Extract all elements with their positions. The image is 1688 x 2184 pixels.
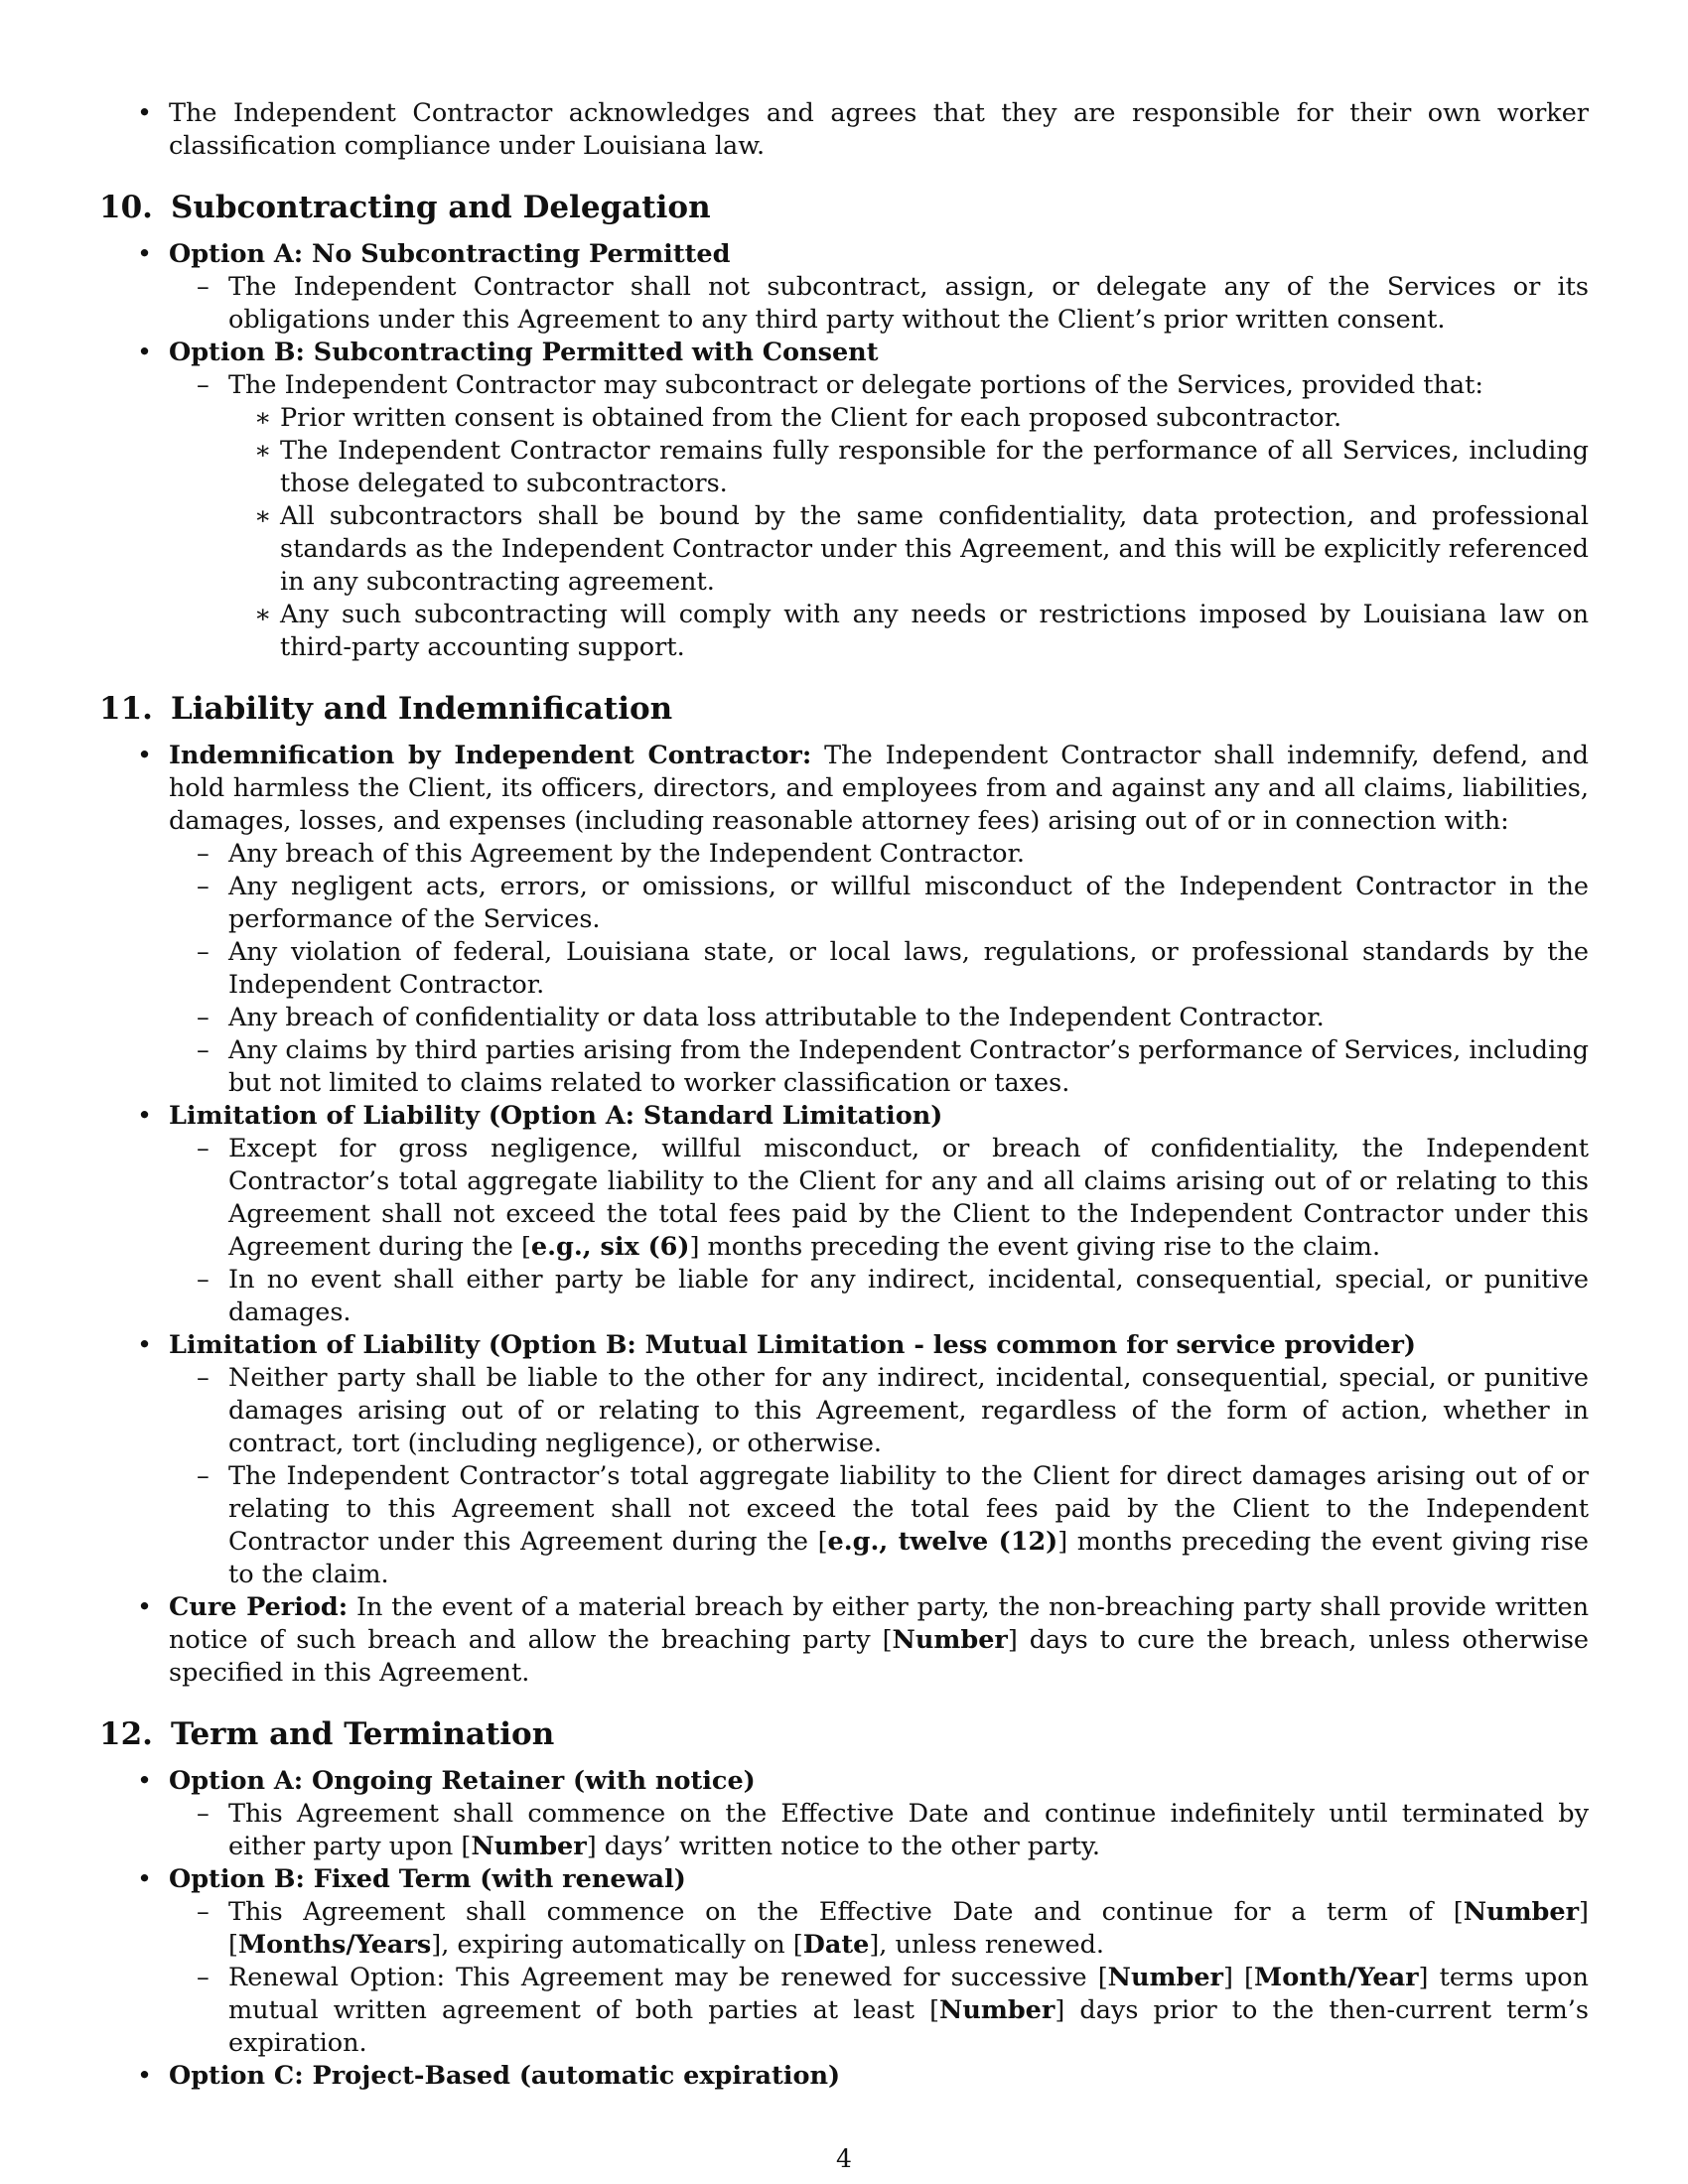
- list-item-text: Any breach of confidentiality or data loss attributable to the Independent Contractor.: [228, 1003, 1325, 1032]
- bullet-icon: •: [137, 2061, 153, 2091]
- item-label: Cure Period:: [169, 1592, 349, 1622]
- list-item-text: The Independent Contractor shall indemnify, defend, and hold harmless the Client, its officers, directors, and employees from and against any and all claims, liabilities, damages, losses, and expenses (including reasonable attorney fees) arising out of or in connection with:: [169, 741, 1589, 836]
- list-item-text: The Independent Contractor acknowledges and agrees that they are responsible for their own worker classification compliance under Louisiana law.: [169, 98, 1589, 161]
- list-item: [99, 1798, 1589, 1863]
- item-label: Limitation of Liability (Option A: Standard Limitation): [169, 1101, 943, 1131]
- bullet-icon: •: [137, 1101, 153, 1131]
- bullet-icon: •: [137, 338, 153, 367]
- list-item-text: The Independent Contractor may subcontract or delegate portions of the Services, provided that:: [228, 370, 1483, 400]
- section-number: 12.: [99, 1716, 153, 1752]
- list-item-text: The Independent Contractor remains fully responsible for the performance of all Services, including those delegated to subcontractors.: [280, 436, 1589, 498]
- list-item: [99, 238, 1589, 271]
- list-item-text: Prior written consent is obtained from the Client for each proposed subcontractor.: [280, 403, 1342, 433]
- list-item: [99, 1100, 1589, 1133]
- dash-icon: –: [197, 272, 210, 302]
- list-item: [99, 1962, 1589, 2060]
- list-item: [99, 1863, 1589, 1896]
- list-item: [99, 740, 1589, 838]
- list-item: [99, 1460, 1589, 1591]
- list-item: [99, 1329, 1589, 1362]
- option-label: Option B: Fixed Term (with renewal): [169, 1864, 686, 1894]
- bullet-icon: •: [137, 741, 153, 770]
- intro-list: [99, 97, 1589, 163]
- section-11-heading: [99, 690, 1589, 728]
- dash-icon: –: [197, 1134, 210, 1163]
- document-page: [99, 97, 1589, 2093]
- list-item: [99, 369, 1589, 402]
- dash-icon: –: [197, 1897, 210, 1927]
- dash-icon: –: [197, 1963, 210, 1992]
- option-label: Option B: Subcontracting Permitted with Consent: [169, 338, 879, 367]
- dash-icon: –: [197, 1461, 210, 1491]
- list-item-text: All subcontractors shall be bound by the same confidentiality, data protection, and professional standards as the Independent Contractor under this Agreement, and this will be explicitly referenced in any subcontracting agreement.: [280, 501, 1589, 597]
- bullet-icon: •: [137, 1330, 153, 1360]
- option-label: Option A: Ongoing Retainer (with notice): [169, 1766, 756, 1796]
- item-label: Limitation of Liability (Option B: Mutual Limitation - less common for service provider): [169, 1330, 1416, 1360]
- list-item: [99, 337, 1589, 369]
- section-number: 10.: [99, 190, 153, 225]
- list-item-text: Cure Period: In the event of a material breach by either party, the non-breaching party shall provide written notice of such breach and allow the breaching party [Number] days to cure the breach, unless otherwise specified in this Agreement.: [169, 1592, 1589, 1688]
- list-item: [99, 1765, 1589, 1798]
- list-item: [99, 500, 1589, 599]
- list-item-text: Any breach of this Agreement by the Independent Contractor.: [228, 839, 1025, 869]
- asterisk-icon: ∗: [254, 600, 272, 629]
- list-item: [99, 2060, 1589, 2093]
- dash-icon: –: [197, 937, 210, 967]
- list-item-text: Any claims by third parties arising from the Independent Contractor’s performance of Services, including but not limited to claims related to worker classification or taxes.: [228, 1035, 1589, 1098]
- bullet-icon: •: [137, 98, 153, 128]
- section-title: Subcontracting and Delegation: [170, 190, 711, 225]
- section-12-list: [99, 1765, 1589, 2093]
- list-item: [99, 1264, 1589, 1329]
- asterisk-icon: ∗: [254, 436, 272, 466]
- section-number: 11.: [99, 691, 153, 727]
- list-item: [99, 1591, 1589, 1690]
- page-number: 4: [836, 2144, 852, 2173]
- list-item: [99, 97, 1589, 163]
- list-item: [99, 1034, 1589, 1100]
- list-item: [99, 402, 1589, 435]
- asterisk-icon: ∗: [254, 403, 272, 433]
- dash-icon: –: [197, 1265, 210, 1295]
- list-item: [99, 871, 1589, 936]
- list-item-text: The Independent Contractor shall not subcontract, assign, or delegate any of the Services or its obligations under this Agreement to any third party without the Client’s prior written consent.: [228, 272, 1589, 335]
- dash-icon: –: [197, 872, 210, 901]
- dash-icon: –: [197, 1799, 210, 1829]
- item-label: Indemnification by Independent Contractor:: [169, 741, 812, 770]
- list-item-text: This Agreement shall commence on the Effective Date and continue indefinitely until terminated by either party upon [Number] days’ written notice to the other party.: [228, 1799, 1589, 1861]
- option-label: Option C: Project-Based (automatic expiration): [169, 2061, 841, 2091]
- list-item-text: This Agreement shall commence on the Effective Date and continue for a term of [Number] [Months/Years], expiring automatically on [Date], unless renewed.: [228, 1897, 1589, 1960]
- list-item: [99, 599, 1589, 664]
- list-item-text: Any such subcontracting will comply with any needs or restrictions imposed by Louisiana law on third-party accounting support.: [280, 600, 1589, 662]
- list-item: [99, 1362, 1589, 1460]
- list-item-text: Any negligent acts, errors, or omissions, or willful misconduct of the Independent Contractor in the performance of the Services.: [228, 872, 1589, 934]
- section-title: Liability and Indemnification: [170, 691, 673, 727]
- list-item: [99, 435, 1589, 500]
- list-item: [99, 1002, 1589, 1034]
- dash-icon: –: [197, 1003, 210, 1032]
- list-item: [99, 271, 1589, 337]
- list-item: [99, 1133, 1589, 1264]
- bullet-icon: •: [137, 1592, 153, 1622]
- list-item-text: Except for gross negligence, willful misconduct, or breach of confidentiality, the Independent Contractor’s total aggregate liability to the Client for any and all claims arising out of or relating to this Agreement shall not exceed the total fees paid by the Client to the Independent Contractor under this Agreement during the [e.g., six (6)] months preceding the event giving rise to the claim.: [228, 1134, 1589, 1262]
- list-item: [99, 936, 1589, 1002]
- section-title: Term and Termination: [170, 1716, 555, 1752]
- dash-icon: –: [197, 839, 210, 869]
- option-label: Option A: No Subcontracting Permitted: [169, 239, 731, 269]
- asterisk-icon: ∗: [254, 501, 272, 531]
- list-item-text: Any violation of federal, Louisiana state, or local laws, regulations, or professional standards by the Independent Contractor.: [228, 937, 1589, 1000]
- section-10-list: [99, 238, 1589, 664]
- section-11-list: [99, 740, 1589, 1690]
- bullet-icon: •: [137, 1864, 153, 1894]
- list-item-text: Neither party shall be liable to the other for any indirect, incidental, consequential, special, or punitive damages arising out of or relating to this Agreement, regardless of the form of action, whether in contract, tort (including negligence), or otherwise.: [228, 1363, 1589, 1458]
- bullet-icon: •: [137, 1766, 153, 1796]
- dash-icon: –: [197, 370, 210, 400]
- list-item: [99, 1896, 1589, 1962]
- dash-icon: –: [197, 1363, 210, 1393]
- bullet-icon: •: [137, 239, 153, 269]
- section-10-heading: [99, 189, 1589, 226]
- list-item-text: In no event shall either party be liable for any indirect, incidental, consequential, special, or punitive damages.: [228, 1265, 1589, 1327]
- list-item-text: The Independent Contractor’s total aggregate liability to the Client for direct damages arising out of or relating to this Agreement shall not exceed the total fees paid by the Client to the Independent Contractor under this Agreement during the [e.g., twelve (12)] months preceding the event giving rise to the claim.: [228, 1461, 1590, 1589]
- section-12-heading: [99, 1715, 1589, 1753]
- list-item: [99, 838, 1589, 871]
- dash-icon: –: [197, 1035, 210, 1065]
- list-item-text: Renewal Option: This Agreement may be renewed for successive [Number] [Month/Year] terms upon mutual written agreement of both parties at least [Number] days prior to the then-current term’s expiration.: [228, 1963, 1589, 2058]
